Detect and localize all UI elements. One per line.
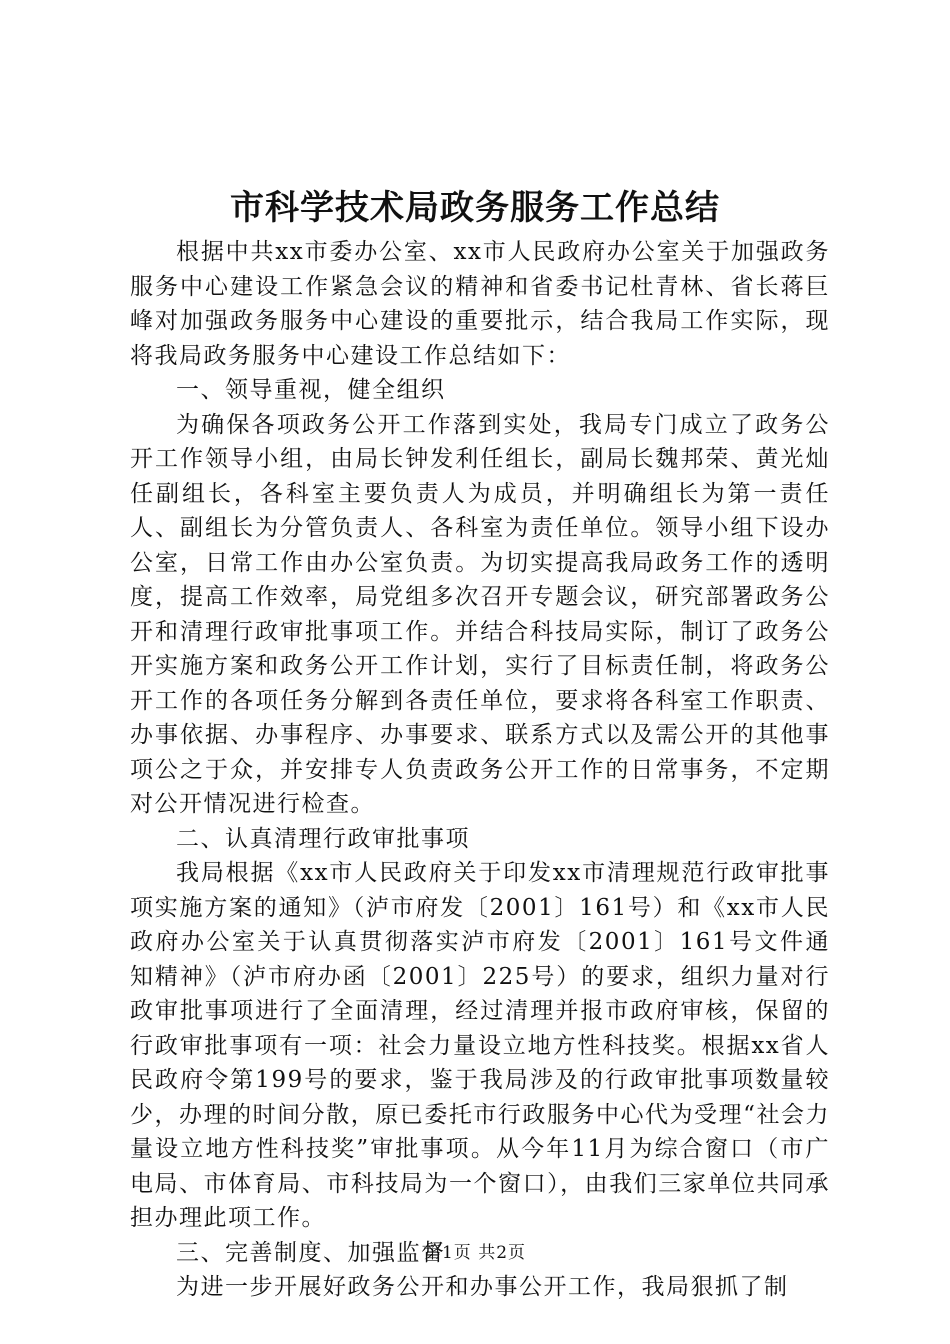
section-1-paragraph: 为确保各项政务公开工作落到实处，我局专门成立了政务公开工作领导小组，由局长钟发利任组长，副局长魏邦荣、黄光灿任副组长，各科室主要负责人为成员，并明确组长为第一责任人、副组长为分管负责人、各科室为责任单位。领导小组下设办公室，日常工作由办公室负责。为切实提高我局政务工作的透明度，提高工作效率，局党组多次召开专题会议，研究部署政务公开和清理行政审批事项工作。并结合科技局实际，制订了政务公开实施方案和政务公开工作计划，实行了目标责任制，将政务公开工作的各项任务分解到各责任单位，要求将各科室工作职责、办事依据、办事程序、办事要求、联系方式以及需公开的其他事项公之于众，并安排专人负责政务公开工作的日常事务，不定期对公开情况进行检查。 <box>130 411 830 817</box>
section-heading-3: 三、完善制度、加强监督 <box>176 1239 446 1266</box>
section-2-paragraph: 我局根据《xx市人民政府关于印发xx市清理规范行政审批事项实施方案的通知》（泸市府发〔2001〕161号）和《xx市人民政府办公室关于认真贯彻落实泸市府发〔2001〕161号文件通知精神》（泸市府办函〔2001〕225号）的要求，组织力量对行政审批事项进行了全面清理，经过清理并报市政府审核，保留的行政审批事项有一项：社会力量设立地方性科技奖。根据xx省人民政府令第199号的要求，鉴于我局涉及的行政审批事项数量较少，办理的时间分散，原已委托市行政服务中心代为受理“社会力量设立地方性科技奖”审批事项。从今年11月为综合窗口（市广电局、市体育局、市科技局为一个窗口），由我们三家单位共同承担办理此项工作。 <box>130 860 830 1231</box>
section-heading-1: 一、领导重视，健全组织 <box>176 377 446 403</box>
document-body <box>130 235 830 1305</box>
intro-paragraph: 根据中共xx市委办公室、xx市人民政府办公室关于加强政务服务中心建设工作紧急会议的精神和省委书记杜青林、省长蒋巨峰对加强政务服务中心建设的重要批示，结合我局工作实际，现将我局政务服务中心建设工作总结如下： <box>130 239 830 369</box>
section-heading-2: 二、认真清理行政审批事项 <box>176 825 470 852</box>
section-3-paragraph: 为进一步开展好政务公开和办事公开工作，我局狠抓了制 <box>176 1274 789 1300</box>
document-title: 市科学技术局政务服务工作总结 <box>230 188 720 228</box>
page-footer: 第1页 共2页 <box>423 1243 527 1263</box>
